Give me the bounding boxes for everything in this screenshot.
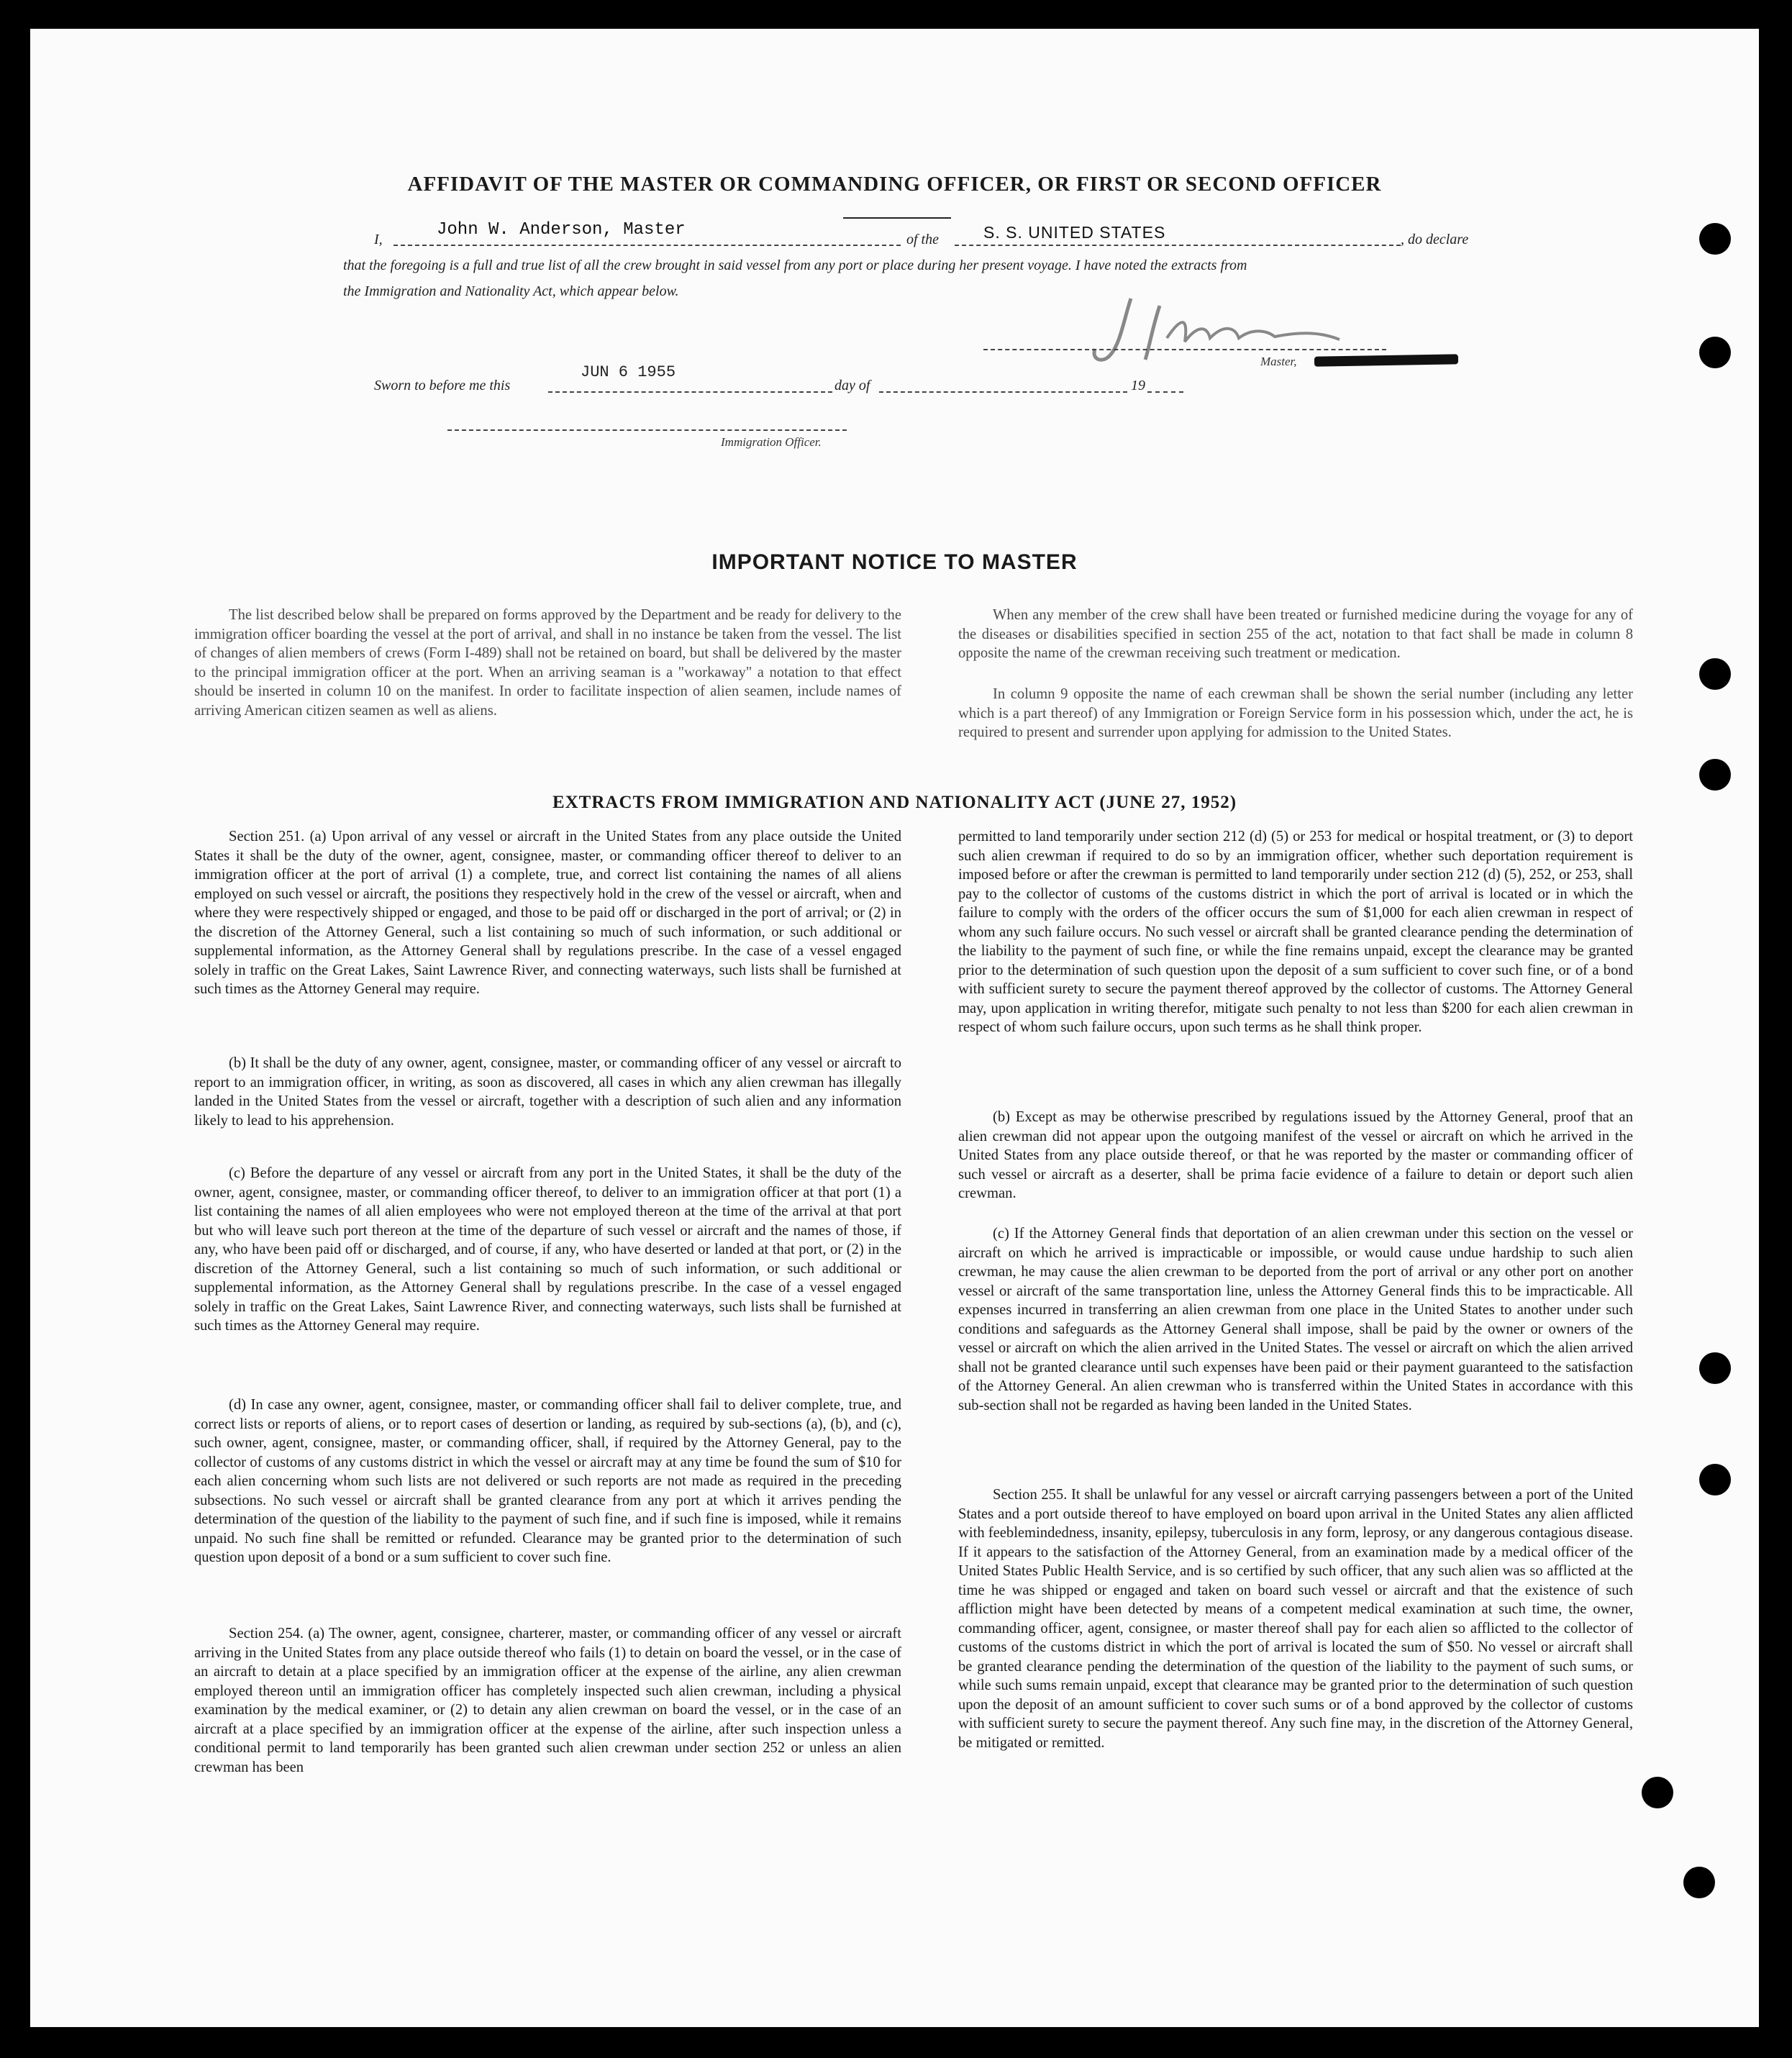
notice-title: IMPORTANT NOTICE TO MASTER — [711, 550, 1078, 574]
punch-hole — [1683, 1867, 1715, 1898]
punch-hole — [1699, 1352, 1731, 1384]
immigration-officer-line — [447, 429, 847, 431]
master-name: John W. Anderson, Master — [437, 220, 686, 240]
section-254a-continued: permitted to land temporarily under section 212 (d) (5) or 253 for medical or hospital treatment, or (3) to deport such alien crewman if required to do so by an immigration officer, whether such deportation requirement is imposed before or after the crewman is permitted to land temporarily under section 212 (d) (5), 252, or 253, shall pay to the collector of customs of the customs district in which the port of arrival is located or in which the failure to comply with the orders of the officer occurs the sum of $1,000 for each alien crewman in respect of whom any such failure occurs. No such vessel or aircraft shall be granted clearance pending the determination of the liability to the payment of such fine, or while the fine remains unpaid, except the clearance may be granted prior to the determination of such question upon the deposit of a sum sufficient to cover such fine, or of a bond with sufficient surety to secure the payment thereof approved by the collector of customs. The Attorney General may, upon application in writing therefor, mitigate such penalty to not less than $200 for each alien crewman in respect of whom such failure occurs, upon such terms as he shall think proper. — [958, 829, 1633, 1035]
sworn-label: Sworn to before me this — [374, 378, 511, 393]
name-field-line — [394, 245, 901, 246]
year-prefix: 19 — [1131, 378, 1145, 393]
year-line — [1147, 391, 1183, 393]
affidavit-title: AFFIDAVIT OF THE MASTER OR COMMANDING OFFICER, OR FIRST OR SECOND OFFICER — [407, 173, 1382, 196]
sworn-date-line — [548, 391, 832, 393]
declaration-text: that the foregoing is a full and true list of all the crew brought in said vessel from any port or place during her present voyage. I have noted the extracts from — [343, 258, 1247, 273]
notice-right-paragraph: In column 9 opposite the name of each crewman shall be shown the serial number (including any letter which is a part thereof) of any Immigration or Foreign Service form in his possession which, under the act, he is required to present and surrender upon applying for admission to the United States. — [958, 686, 1633, 740]
notice-left-paragraph: The list described below shall be prepared on forms approved by the Department and be ready for delivery to the immigration officer boarding the vessel at the port of arrival, and shall in no instance be taken from the vessel. The list of changes of alien members of crews (Form I-489) shall not be retained on board, but shall be delivered by the master to the principal immigration officer at the port. When an arriving seaman is a "workaway" a notation to that effect should be inserted in column 10 on the manifest. In order to facilitate inspection of alien seamen, include names of arriving American citizen seamen as well as aliens. — [194, 607, 901, 719]
vessel-field-line — [955, 245, 1401, 246]
punch-hole — [1699, 223, 1731, 255]
section-254c: (c) If the Attorney General finds that deportation of an alien crewman under this section on the vessel or aircraft on which he arrived is impracticable or impossible, or would cause undue hardship to such alien crewman, he may cause the alien crewman to be deported from the port of arrival or any other port on another vessel or aircraft of the same transportation line, unless the Attorney General finds this to be impracticable. All expenses incurred in transferring an alien crewman from one place in the United States to another under such conditions and safeguards as the Attorney General shall impose, shall be paid by the owner or owners of the vessel or aircraft on which the alien arrived in the United States. The vessel or aircraft on which the alien arrived shall not be granted clearance until such expenses have been paid or their payment guaranteed to the satisfaction of the Attorney General. An alien crewman who is transferred within the United States in accordance with this sub-section shall not be regarded as having been landed in the United States. — [958, 1226, 1633, 1413]
section-251b: (b) It shall be the duty of any owner, agent, consignee, master, or commanding officer of any vessel or aircraft to report to an immigration officer, in writing, as soon as discovered, all cases in which any alien crewman has illegally landed in the United States from the vessel or aircraft, together with a description of such alien and any information likely to lead to his apprehension. — [194, 1055, 901, 1129]
punch-hole — [1642, 1777, 1673, 1808]
extracts-title: EXTRACTS FROM IMMIGRATION AND NATIONALITY ACT (JUNE 27, 1952) — [552, 793, 1237, 812]
sworn-date-stamp: JUN 6 1955 — [581, 363, 676, 381]
signature-line — [983, 349, 1386, 350]
section-254b: (b) Except as may be otherwise prescribed by regulations issued by the Attorney General, proof that an alien crewman did not appear upon the outgoing manifest of the vessel or aircraft on which he arrived in the United States from any place outside thereof, or that he was reported by the master or commanding officer of such vessel or aircraft as a deserter, shall be prima facie evidence of a failure to detain or deport such alien crewman. — [958, 1109, 1633, 1201]
declaration-lead: I, — [374, 232, 383, 247]
immigration-officer-label: Immigration Officer. — [721, 435, 822, 449]
section-254a: Section 254. (a) The owner, agent, consignee, charterer, master, or commanding officer of any vessel or aircraft arriving in the United States from any place outside thereof who fails (1) to detain on board the vessel, or in the case of an aircraft to detain at a place specified by an immigration officer at the expense of the airline, any alien crewman employed thereon until an immigration officer has completely inspected such alien crewman, including a physical examination by the medical examiner, or (2) to detain any alien crewman on board the vessel, or in the case of an aircraft at a place specified by an immigration officer at the expense of the airline, after such inspection unless a conditional permit to land temporarily has been granted such alien crewman under section 252 or unless an alien crewman has been — [194, 1626, 901, 1775]
of-the-label: of the — [906, 232, 939, 247]
punch-hole — [1699, 337, 1731, 368]
day-of-label: day of — [834, 378, 870, 393]
struck-out-text — [1314, 354, 1458, 366]
section-251c: (c) Before the departure of any vessel or aircraft from any port in the United States, it shall be the duty of the owner, agent, consignee, master, or commanding officer thereof, to deliver to an immigration officer at that port (1) a list containing the names of all alien employees who were not employed thereon at the time of the arrival at that port but who will leave such port thereon at the time of the departure of such vessel or aircraft and the names of those, if any, who have been paid off or discharged, and of course, if any, who have deserted or landed at that port, or (2) in the discretion of the Attorney General, such a list containing so much of such information, or such additional or supplemental information, as the Attorney General shall by regulations prescribe. In the case of a vessel engaged solely in traffic on the Great Lakes, Saint Lawrence River, and connecting waterways, such lists shall be furnished at such times as the Attorney General may require. — [194, 1165, 901, 1334]
master-title-label: Master, — [1260, 355, 1297, 368]
notice-right-paragraph: When any member of the crew shall have been treated or furnished medicine during the voyage for any of the diseases or disabilities specified in section 255 of the act, notation to that fact shall be made in column 8 opposite the name of the crewman receiving such treatment or medication. — [958, 607, 1633, 661]
punch-hole — [1699, 759, 1731, 791]
document-page — [30, 29, 1759, 2027]
vessel-name: S. S. UNITED STATES — [983, 223, 1166, 242]
section-255: Section 255. It shall be unlawful for any vessel or aircraft carrying passengers between a port of the United States and a port outside thereof to have employed on board upon arrival in the United States any alien afflicted with feeblemindedness, insanity, epilepsy, tuberculosis in any form, leprosy, or any dangerous contagious disease. If it appears to the satisfaction of the Attorney General, from an examination made by a medical officer of the United States Public Health Service, and is so certified by such officer, that any such alien was so afflicted at the time he was shipped or engaged and taken on board such vessel or aircraft and that the existence of such affliction might have been detected by means of a competent medical examination at such time, the owner, commanding officer, agent, consignee, or master thereof shall pay for each alien so afflicted to the collector of customs of the customs district in which the port of arrival is located the sum of $50. No vessel or aircraft shall be granted clearance pending the determination of the question of the liability to the payment of such sums, or while such sums remain unpaid, except that clearance may be granted prior to the determination of such question upon the deposit of an amount sufficient to cover such sums or of a bond approved by the collector of customs with sufficient surety to secure the payment thereof. Any such fine may, in the discretion of the Attorney General, be mitigated or remitted. — [958, 1487, 1633, 1751]
do-declare-label: , do declare — [1401, 232, 1469, 247]
section-251d: (d) In case any owner, agent, consignee, master, or commanding officer shall fail to deliver complete, true, and correct lists or reports of aliens, or to report cases of desertion or landing, as required by sub-sections (a), (b), and (c), such owner, agent, consignee, master, or commanding officer, shall, if required by the Attorney General, pay to the collector of customs of any customs district in which the vessel or aircraft may at any time be found the sum of $10 for each alien concerning whom such lists are not delivered or such reports are not made as required in the preceding subsections. No such vessel or aircraft shall be granted clearance from any port at which it arrives pending the determination of the question of the liability to the payment of such fine, and if such fine is imposed, while it remains unpaid. No such fine shall be remitted or refunded. Clearance may be granted prior to the determination of such question upon deposit of a bond or a sum sufficient to cover such fine. — [194, 1397, 901, 1565]
declaration-text: the Immigration and Nationality Act, which appear below. — [343, 283, 679, 299]
punch-hole — [1699, 658, 1731, 690]
section-251a: Section 251. (a) Upon arrival of any vessel or aircraft in the United States from any place outside the United States it shall be the duty of the owner, agent, consignee, master, or commanding officer thereof to deliver to an immigration officer at the port of arrival (1) a complete, true, and correct list containing the names of all aliens employed on such vessel or aircraft, the positions they respectively hold in the crew of the vessel or aircraft, when and where they were respectively shipped or engaged, and those to be paid off or discharged in the port of arrival; or (2) in the discretion of the Attorney General, such a list containing so much of such information, or such additional or supplemental information, as the Attorney General shall by regulations prescribe. In the case of a vessel engaged solely in traffic on the Great Lakes, Saint Lawrence River, and connecting waterways, such lists shall be furnished at such times as the Attorney General may require. — [194, 829, 901, 997]
title-rule — [843, 217, 951, 219]
punch-hole — [1699, 1464, 1731, 1495]
month-line — [879, 391, 1127, 393]
